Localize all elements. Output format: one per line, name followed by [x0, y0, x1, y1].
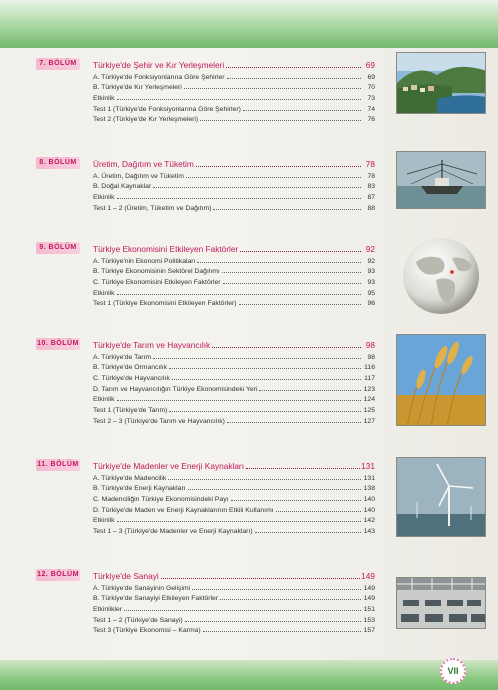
toc-item[interactable] [93, 514, 375, 525]
toc-item-page: 149 [363, 584, 375, 592]
factory-floor-photo [396, 577, 486, 629]
toc-item-label: B. Türkiye Ekonomisinin Sektörel Dağılımı [93, 268, 220, 276]
toc-item-page: 149 [363, 595, 375, 603]
toc-item[interactable] [93, 524, 375, 535]
toc-item-label: Test 1 (Türkiye'de Tarım) [93, 407, 168, 415]
toc-item-page: 92 [367, 257, 375, 265]
leader-dots [223, 283, 361, 284]
leader-dots [231, 500, 362, 501]
leader-dots [153, 187, 361, 188]
toc-item-page: 142 [363, 517, 375, 525]
toc-item-label: Test 1 – 2 (Üretim, Tüketim ve Dağıtım) [93, 204, 212, 212]
leader-dots [169, 368, 361, 369]
leader-dots [227, 78, 361, 79]
toc-item-label: C. Türkiye Ekonomisini Etkileyen Faktörler [93, 279, 221, 287]
leader-dots [172, 379, 361, 380]
chapter-page: 149 [361, 571, 375, 581]
chapter-badge: 7. BÖLÜM [36, 58, 80, 70]
toc-item-label: A. Türkiye'de Fonksiyonlarına Göre Şehirler [93, 73, 225, 81]
chapter-title: Türkiye'de Şehir ve Kır Yerleşmeleri [93, 60, 225, 70]
fishing-boat-photo [396, 151, 486, 209]
leader-dots [192, 589, 361, 590]
toc-item-label: Test 1 (Türkiye Ekonomisini Etkileyen Faktörler) [93, 300, 237, 308]
toc-item[interactable] [93, 254, 375, 265]
toc-item-page: 157 [363, 627, 375, 635]
toc-item[interactable] [93, 265, 375, 276]
chapter-page: 98 [365, 340, 375, 350]
leader-dots [161, 578, 360, 579]
toc-item-label: B. Türkiye'de Enerji Kaynakları [93, 485, 186, 493]
toc-item[interactable] [93, 471, 375, 482]
leader-dots [153, 358, 361, 359]
leader-dots [169, 411, 361, 412]
toc-item[interactable] [93, 275, 375, 286]
chapter-badge: 10. BÖLÜM [36, 338, 80, 350]
toc-item[interactable] [93, 361, 375, 372]
toc-item-page: 143 [363, 528, 375, 536]
toc-item-page: 140 [363, 496, 375, 504]
chapter-title: Türkiye'de Sanayi [93, 571, 159, 581]
toc-item-page: 88 [367, 204, 375, 212]
toc-item[interactable] [93, 482, 375, 493]
toc-item-page: 127 [363, 417, 375, 425]
page-number: VII [440, 658, 466, 684]
leader-dots [213, 209, 361, 210]
toc-item-page: 98 [367, 353, 375, 361]
toc-item-page: 153 [363, 616, 375, 624]
toc-item[interactable] [93, 371, 375, 382]
chapter-title: Türkiye'de Madenler ve Enerji Kaynakları [93, 461, 244, 471]
leader-dots [197, 262, 361, 263]
chapter-badge: 12. BÖLÜM [36, 569, 80, 581]
toc-item[interactable] [93, 190, 375, 201]
chapter-entries [93, 569, 375, 634]
leader-dots [124, 610, 361, 611]
coastal-town-photo [396, 52, 486, 114]
toc-item-page: 96 [367, 300, 375, 308]
chapter-title-row[interactable] [93, 569, 375, 581]
leader-dots [259, 390, 361, 391]
chapter-title: Türkiye Ekonomisini Etkileyen Faktörler [93, 244, 239, 254]
leader-dots [212, 347, 361, 348]
toc-item[interactable] [93, 70, 375, 81]
chapter-page: 131 [361, 461, 375, 471]
leader-dots [168, 479, 361, 480]
leader-dots [243, 110, 361, 111]
chapter-badge: 8. BÖLÜM [36, 157, 80, 169]
chapter-page: 92 [365, 244, 375, 254]
toc-item[interactable] [93, 393, 375, 404]
leader-dots [227, 422, 361, 423]
toc-item-page: 138 [363, 485, 375, 493]
leader-dots [117, 99, 361, 100]
toc-item-page: 87 [367, 194, 375, 202]
bottom-decorative-band [0, 660, 498, 690]
chapter-title-row[interactable] [93, 58, 375, 70]
toc-item-page: 93 [367, 268, 375, 276]
leader-dots [184, 88, 361, 89]
leader-dots [185, 621, 361, 622]
toc-item-page: 70 [367, 84, 375, 92]
toc-item-label: Test 2 (Türkiye'de Kır Yerleşmeleri) [93, 116, 199, 124]
wind-turbine-photo [396, 457, 486, 537]
chapter-title: Üretim, Dağıtım ve Tüketim [93, 159, 194, 169]
chapter-entries [93, 338, 375, 425]
chapter-title-row[interactable] [93, 157, 375, 169]
toc-item-page: 74 [367, 105, 375, 113]
toc-item[interactable] [93, 102, 375, 113]
toc-item-label: Test 1 – 3 (Türkiye'de Madenler ve Enerji Kaynakları) [93, 528, 253, 536]
toc-item[interactable] [93, 113, 375, 124]
toc-item[interactable] [93, 414, 375, 425]
chapter-entries [93, 459, 375, 535]
toc-item[interactable] [93, 624, 375, 635]
toc-item-page: 124 [363, 396, 375, 404]
toc-item-label: B. Türkiye'de Ormancılık [93, 364, 168, 372]
toc-item-page: 93 [367, 279, 375, 287]
chapter-entries [93, 242, 375, 307]
chapter-title-row[interactable] [93, 459, 375, 471]
top-decorative-band [0, 0, 498, 48]
toc-item-page: 125 [363, 407, 375, 415]
toc-item[interactable] [93, 180, 375, 191]
toc-item-page: 131 [363, 474, 375, 482]
toc-item-page: 116 [364, 364, 375, 372]
toc-item[interactable] [93, 592, 375, 603]
toc-item-label: A. Türkiye'de Madencilik [93, 474, 167, 482]
toc-item[interactable] [93, 297, 375, 308]
toc-item-label: B. Doğal Kaynaklar [93, 183, 152, 191]
toc-item[interactable] [93, 81, 375, 92]
toc-item-label: Test 1 – 2 (Türkiye'de Sanayi) [93, 616, 183, 624]
toc-item-label: Etkinlik [93, 396, 115, 404]
toc-item[interactable] [93, 169, 375, 180]
leader-dots [240, 251, 361, 252]
toc-item-label: Etkinlik [93, 95, 115, 103]
leader-dots [239, 304, 361, 305]
leader-dots [186, 177, 361, 178]
toc-item-label: B. Türkiye'de Sanayiyi Etkileyen Faktörler [93, 595, 219, 603]
leader-dots [276, 511, 361, 512]
toc-item-label: Test 2 – 3 (Türkiye'de Tarım ve Hayvancılık) [93, 417, 225, 425]
leader-dots [246, 468, 360, 469]
chapter-badge: 9. BÖLÜM [36, 242, 80, 254]
toc-item-label: A. Türkiye'de Tarım [93, 353, 152, 361]
toc-item-page: 95 [367, 289, 375, 297]
leader-dots [117, 294, 361, 295]
chapter-title-row[interactable] [93, 338, 375, 350]
leader-dots [226, 67, 361, 68]
chapter-title-row[interactable] [93, 242, 375, 254]
toc-item-label: Etkinlik [93, 517, 115, 525]
leader-dots [222, 272, 361, 273]
toc-item-label: D. Türkiye'de Maden ve Enerji Kaynaklarının Etkili Kullanımı [93, 506, 274, 514]
chapter-badge: 11. BÖLÜM [36, 459, 80, 471]
toc-item-label: Etkinlikler [93, 606, 123, 614]
leader-dots [117, 198, 361, 199]
toc-item-page: 140 [363, 506, 375, 514]
toc-item-label: D. Tarım ve Hayvancılığın Türkiye Ekonomisindeki Yeri [93, 385, 258, 393]
leader-dots [200, 120, 361, 121]
toc-item[interactable] [93, 492, 375, 503]
toc-item-page: 73 [367, 95, 375, 103]
toc-item-label: A. Türkiye'de Sanayinin Gelişimi [93, 584, 191, 592]
leader-dots [203, 631, 361, 632]
toc-item[interactable] [93, 581, 375, 592]
leader-dots [188, 489, 361, 490]
toc-item-label: C. Türkiye'de Hayvancılık [93, 375, 170, 383]
toc-item-page: 69 [367, 73, 375, 81]
toc-item[interactable] [93, 602, 375, 613]
toc-item-label: C. Madenciliğin Türkiye Ekonomisindeki Payı [93, 496, 229, 504]
toc-item-label: Test 3 (Türkiye Ekonomisi – Karma) [93, 627, 201, 635]
toc-item-label: Test 1 (Türkiye'de Fonksiyonlarına Göre Şehirler) [93, 105, 241, 113]
chapter-entries [93, 58, 375, 123]
toc-item[interactable] [93, 403, 375, 414]
toc-item[interactable] [93, 286, 375, 297]
toc-item-page: 151 [363, 606, 375, 614]
leader-dots [220, 599, 361, 600]
leader-dots [117, 521, 361, 522]
toc-item-label: B. Türkiye'de Kır Yerleşmeleri [93, 84, 182, 92]
leader-dots [196, 166, 361, 167]
toc-item[interactable] [93, 382, 375, 393]
chapter-page: 78 [365, 159, 375, 169]
chapter-entries [93, 157, 375, 212]
toc-item-page: 76 [367, 116, 375, 124]
toc-item[interactable] [93, 613, 375, 624]
globe-photo [396, 236, 486, 316]
toc-item[interactable] [93, 201, 375, 212]
toc-item-page: 78 [367, 172, 375, 180]
wheat-photo [396, 334, 486, 426]
chapter-page: 69 [365, 60, 375, 70]
toc-item[interactable] [93, 91, 375, 102]
toc-item[interactable] [93, 503, 375, 514]
leader-dots [117, 400, 361, 401]
toc-item-page: 117 [364, 375, 375, 383]
chapter-title: Türkiye'de Tarım ve Hayvancılık [93, 340, 211, 350]
toc-item-page: 83 [367, 183, 375, 191]
toc-item-label: Etkinlik [93, 194, 115, 202]
toc-item-label: A. Türkiye'nin Ekonomi Politikaları [93, 257, 196, 265]
leader-dots [255, 532, 361, 533]
toc-item-label: A. Üretim, Dağıtım ve Tüketim [93, 172, 184, 180]
toc-item-label: Etkinlik [93, 289, 115, 297]
toc-item[interactable] [93, 350, 375, 361]
toc-item-page: 123 [363, 385, 375, 393]
